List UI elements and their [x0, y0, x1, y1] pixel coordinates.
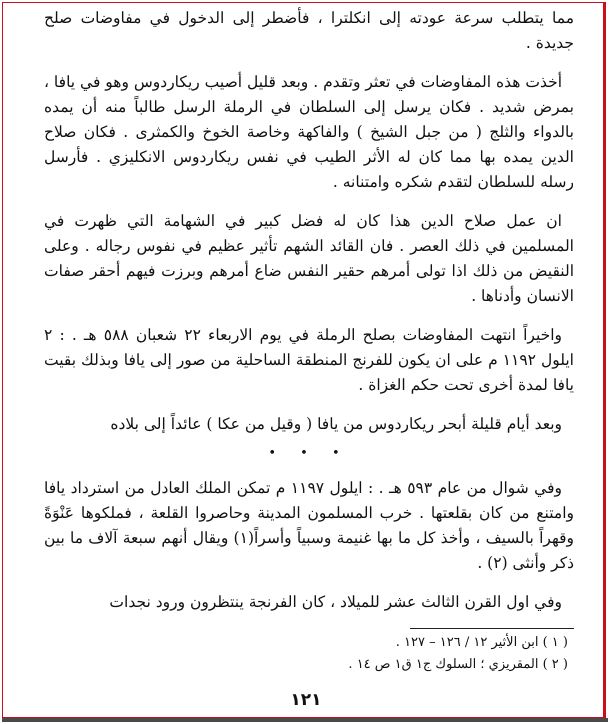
paragraph-negotiations: أخذت هذه المفاوضات في تعثر وتقدم . وبعد قليل أصيب ريكاردوس وهو في يافا ، بمرض شديد . فكان يرسل إلى السلطان في الرملة الرسل طالباً منه أن يمده بالدواء والثلج ( من جبل الشيخ ) والفاكهة وخاصة الخوخ والكمثرى . فكان صلاح الدين يمده بها مما كان له الأثر الطيب في نفس ريكاردوس الانكليزي . فأرسل رسله للسلطان لتقدم شكره وامتنانه . [44, 73, 574, 191]
footnote-divider [410, 628, 574, 629]
paragraph-adil-recapture: وفي شوال من عام ٥٩٣ هـ . : ايلول ١١٩٧ م تمكن الملك العادل من استرداد يافا وامتنع من كان بقلعتها . خرب المسلمون المدينة وحاصروا القلعة ، فملكوها عَنْوَةً وقهراً بالسيف ، وأخذ كل ما بها غنيمة وسبياً وأسراً(١) ويقال أنهم سبعة آلاف ما بين ذكر وأنثى (٢) . [44, 479, 574, 572]
paragraph-treaty-ramla: واخيراً انتهت المفاوضات بصلح الرملة في يوم الاربعاء ٢٢ شعبان ٥٨٨ هـ . : ٢ ايلول ١١٩٢ م على ان يكون للفرنج المنطقة الساحلية من صور إلى يافا وبذلك بقيت يافا لمدة أخرى تحت حكم الغزاة . [44, 326, 574, 394]
section-ornament: • • • [268, 446, 350, 461]
page-number: ١٢١ [290, 690, 322, 710]
paragraph-richard-departure: وبعد أيام قليلة أبحر ريكاردوس من يافا ( وقيل من عكا ) عائداً إلى بلاده [110, 415, 562, 433]
paragraph-thirteenth-century: وفي اول القرن الثالث عشر للميلاد ، كان الفرنجة ينتظرون ورود نجدات [109, 593, 562, 611]
paragraph-saladin-deed: ان عمل صلاح الدين هذا كان له فضل كبير في الشهامة التي ظهرت في المسلمين في ذلك العصر . فان القائد الشهم تأثير عظيم في نفوس رجاله . وعلى النقيض من ذلك اذا تولى أمرهم حقير النفس ضاع أمرهم وبرزت فيهم أحقر صفات الانسان وأدناها . [44, 212, 574, 305]
footnote-1: ( ١ ) ابن الأثير ١٢ / ١٢٦ – ١٢٧ . [395, 635, 568, 650]
footnotes [44, 632, 574, 676]
footnote-2: ( ٢ ) المقريزي ؛ السلوك ج١ ق١ ص ١٤ . [348, 657, 568, 672]
page-shadow [2, 718, 608, 722]
paragraph-continuation: مما يتطلب سرعة عودته إلى انكلترا ، فأضطر إلى الدخول في مفاوضات صلح جديدة . [44, 9, 574, 52]
body-text [44, 6, 574, 629]
